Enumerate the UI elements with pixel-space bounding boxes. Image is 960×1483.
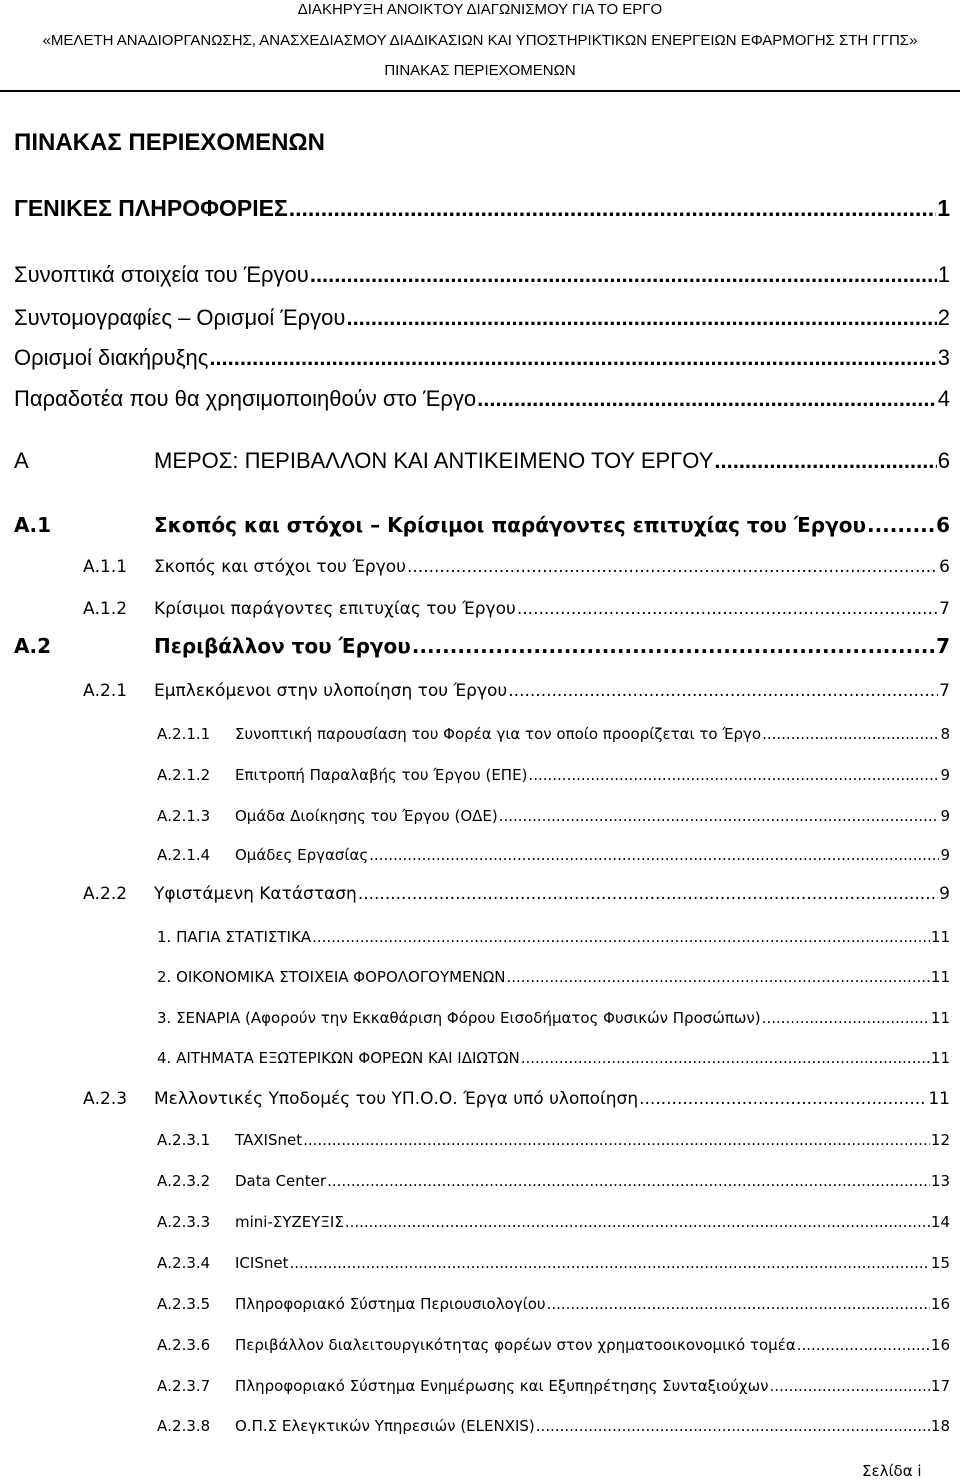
toc-entry-title: Ο.Π.Σ Ελεγκτικών Υπηρεσιών (ELENXIS) — [235, 1417, 535, 1435]
toc-entry-title: ICISnet — [235, 1254, 289, 1272]
toc-entry-title: Ομάδες Εργασίας — [235, 846, 369, 864]
toc-entry-number: Α.2.3.3 — [157, 1213, 211, 1231]
toc-entry-page: 9 — [940, 846, 950, 864]
toc-entry[interactable] — [157, 1049, 950, 1067]
toc-entry-page: 6 — [937, 448, 950, 473]
toc-entry[interactable] — [83, 557, 950, 577]
toc-entry[interactable] — [157, 1213, 950, 1231]
toc-leader — [303, 1131, 930, 1149]
toc-entry-title: Περιβάλλον του Έργου — [154, 634, 411, 658]
toc-entry[interactable] — [157, 1254, 950, 1272]
toc-leader — [289, 195, 936, 222]
toc-entry[interactable] — [14, 305, 950, 331]
toc-entry[interactable] — [157, 1336, 950, 1354]
toc-entry-number: Α.2 — [14, 634, 51, 658]
toc-leader — [345, 1213, 930, 1231]
toc-entry[interactable] — [157, 1131, 950, 1149]
toc-entry-page: 11 — [928, 1089, 950, 1109]
toc-entry[interactable] — [83, 681, 950, 701]
toc-entry-page: 11 — [930, 1049, 950, 1067]
toc-entry-page: 9 — [940, 766, 950, 784]
toc-entry-number: Α.1 — [14, 513, 51, 537]
toc-leader — [407, 557, 938, 577]
toc-leader — [517, 599, 938, 619]
toc-entry-number: Α.2.1.3 — [157, 807, 211, 825]
header-line-2: «ΜΕΛΕΤΗ ΑΝΑΔΙΟΡΓΑΝΩΣΗΣ, ΑΝΑΣΧΕΔΙΑΣΜΟΥ ΔΙΑΔΙΚΑΣΙΩΝ ΚΑΙ ΥΠΟΣΤΗΡΙΚΤΙΚΩΝ ΕΝΕΡΓΕΙΩΝ ΕΦΑΡΜΟΓΗΣ ΣΤΗ ΓΓΠΣ» — [42, 32, 918, 49]
toc-leader — [797, 1336, 930, 1354]
toc-entry-title: Συντομογραφίες – Ορισμοί Έργου — [14, 305, 346, 330]
toc-leader — [412, 634, 935, 658]
toc-entry[interactable] — [157, 1009, 950, 1027]
toc-entry-title: Σκοπός και στόχοι του Έργου — [154, 557, 406, 577]
toc-entry-title: ΜΕΡΟΣ: ΠΕΡΙΒΑΛΛΟΝ ΚΑΙ ΑΝΤΙΚΕΙΜΕΝΟ ΤΟΥ ΕΡΓΟΥ — [154, 448, 714, 473]
toc-entry-page: 3 — [937, 345, 950, 370]
toc-entry-title: Πληροφοριακό Σύστημα Ενημέρωσης και Εξυπηρέτησης Συνταξιούχων — [235, 1377, 769, 1395]
toc-entry-number: Α.2.3 — [83, 1089, 128, 1109]
toc-entry-number: Α.2.3.7 — [157, 1377, 211, 1395]
toc-entry-number: Α.2.3.1 — [157, 1131, 211, 1149]
toc-entry-page: 16 — [930, 1295, 950, 1313]
toc-entry-page: 13 — [930, 1172, 950, 1190]
toc-leader — [508, 681, 938, 701]
toc-entry-page: 4 — [937, 386, 950, 411]
toc-entry-number: Α — [14, 448, 29, 473]
toc-leader — [536, 1417, 930, 1435]
page-footer: Σελίδα i — [862, 1462, 922, 1480]
toc-entry-page: 11 — [930, 968, 950, 986]
toc-entry[interactable] — [157, 725, 950, 743]
toc-leader — [528, 766, 939, 784]
toc-entry-number: Α.2.3.4 — [157, 1254, 211, 1272]
toc-leader — [770, 1377, 930, 1395]
toc-leader — [714, 448, 936, 474]
toc-leader — [209, 345, 936, 371]
toc-leader — [369, 846, 939, 864]
toc-entry-page: 1 — [937, 262, 950, 287]
toc-entry-title: Υφιστάμενη Κατάσταση — [154, 884, 357, 904]
toc-entry-page: 7 — [939, 599, 950, 619]
toc-entry-page: 12 — [930, 1131, 950, 1149]
toc-entry[interactable] — [157, 766, 950, 784]
toc-entry[interactable] — [157, 1295, 950, 1313]
toc-entry-page: 18 — [930, 1417, 950, 1435]
toc-entry[interactable] — [83, 1089, 950, 1109]
toc-entry-title: mini-ΣΥΖΕΥΞΙΣ — [235, 1213, 344, 1231]
toc-entry-number: Α.1.1 — [83, 557, 128, 577]
toc-leader — [639, 1089, 927, 1109]
toc-entry-page: 11 — [930, 1009, 950, 1027]
toc-entry-page: 15 — [930, 1254, 950, 1272]
toc-entry-title: Εμπλεκόμενοι στην υλοποίηση του Έργου — [154, 681, 508, 701]
toc-leader — [327, 1172, 930, 1190]
toc-entry-number: Α.2.1.1 — [157, 725, 211, 743]
toc-entry[interactable] — [157, 1417, 950, 1435]
toc-leader — [506, 968, 929, 986]
toc-entry-number: Α.2.2 — [83, 884, 128, 904]
toc-entry-page: 11 — [930, 928, 950, 946]
toc-entry-number: Α.1.2 — [83, 599, 128, 619]
toc-entry[interactable] — [14, 262, 950, 288]
toc-entry-page: 7 — [936, 634, 950, 658]
toc-entry-title: Data Center — [235, 1172, 327, 1190]
toc-entry-title: Μελλοντικές Υποδομές του ΥΠ.Ο.Ο. Έργα υπό υλοποίηση — [154, 1089, 639, 1109]
toc-entry-title: Πληροφοριακό Σύστημα Περιουσιολογίου — [235, 1295, 546, 1313]
toc-entry-title: Παραδοτέα που θα χρησιμοποιηθούν στο Έργο — [14, 386, 477, 411]
toc-entry[interactable] — [14, 513, 950, 537]
page-title: ΠΙΝΑΚΑΣ ΠΕΡΙΕΧΟΜΕΝΩΝ — [14, 129, 326, 156]
toc-leader — [346, 305, 936, 331]
toc-entry-page: 16 — [930, 1336, 950, 1354]
toc-entry-page: 6 — [936, 513, 950, 537]
toc-entry-title: TAXISnet — [235, 1131, 303, 1149]
toc-leader — [499, 807, 940, 825]
toc-leader — [521, 1049, 930, 1067]
toc-entry-page: 9 — [939, 884, 950, 904]
toc-entry-title: Ομάδα Διοίκησης του Έργου (ΟΔΕ) — [235, 807, 498, 825]
toc-entry-page: 6 — [939, 557, 950, 577]
toc-entry[interactable] — [14, 195, 950, 222]
toc-entry[interactable] — [14, 634, 950, 658]
toc-entry-number: Α.2.3.2 — [157, 1172, 211, 1190]
toc-entry[interactable] — [157, 1377, 950, 1395]
toc-entry[interactable] — [157, 928, 950, 946]
toc-entry-number: Α.2.3.5 — [157, 1295, 211, 1313]
toc-entry-title: Περιβάλλον διαλειτουργικότητας φορέων στον χρηματοοικονομικό τομέα — [235, 1336, 796, 1354]
toc-entry-title: Συνοπτική παρουσίαση του Φορέα για τον οποίο προορίζεται το Έργο — [235, 725, 762, 743]
toc-entry-title: 2. ΟΙΚΟΝΟΜΙΚΑ ΣΤΟΙΧΕΙΑ ΦΟΡΟΛΟΓΟΥΜΕΝΩΝ — [157, 968, 506, 986]
toc-leader — [547, 1295, 930, 1313]
toc-leader — [762, 1009, 930, 1027]
toc-entry-number: Α.2.3.6 — [157, 1336, 211, 1354]
toc-entry-title: Συνοπτικά στοιχεία του Έργου — [14, 262, 309, 287]
toc-entry-page: 1 — [937, 195, 950, 221]
toc-leader — [867, 513, 935, 537]
toc-entry-page: 9 — [940, 807, 950, 825]
toc-leader — [358, 884, 938, 904]
toc-entry-title: 4. ΑΙΤΗΜΑΤΑ ΕΞΩΤΕΡΙΚΩΝ ΦΟΡΕΩΝ ΚΑΙ ΙΔΙΩΤΩΝ — [157, 1049, 520, 1067]
toc-leader — [312, 928, 930, 946]
toc-entry-page: 7 — [939, 681, 950, 701]
toc-entry-number: Α.2.1.4 — [157, 846, 211, 864]
toc-leader — [477, 386, 937, 412]
toc-entry[interactable] — [14, 448, 950, 474]
toc-entry-title: Ορισμοί διακήρυξης — [14, 345, 209, 370]
toc-entry[interactable] — [157, 968, 950, 986]
page-header — [0, 0, 960, 92]
toc-leader — [762, 725, 939, 743]
toc-entry-page: 17 — [930, 1377, 950, 1395]
toc-entry-title: ΓΕΝΙΚΕΣ ΠΛΗΡΟΦΟΡΙΕΣ — [14, 195, 288, 221]
toc-entry-title: Σκοπός και στόχοι – Κρίσιμοι παράγοντες επιτυχίας του Έργου — [154, 513, 866, 537]
toc-entry-page: 2 — [937, 305, 950, 330]
toc-entry-title: 3. ΣΕΝΑΡΙΑ (Αφορούν την Εκκαθάριση Φόρου Εισοδήματος Φυσικών Προσώπων) — [157, 1009, 761, 1027]
toc-entry[interactable] — [83, 884, 950, 904]
toc-entry[interactable] — [157, 846, 950, 864]
toc-entry[interactable] — [14, 345, 950, 371]
toc-entry[interactable] — [83, 599, 950, 619]
toc-entry-number: Α.2.3.8 — [157, 1417, 211, 1435]
toc-entry-page: 14 — [930, 1213, 950, 1231]
toc-entry[interactable] — [14, 386, 950, 412]
toc-entry[interactable] — [157, 1172, 950, 1190]
header-line-1: ΔΙΑΚΗΡΥΞΗ ΑΝΟΙΚΤΟΥ ΔΙΑΓΩΝΙΣΜΟΥ ΓΙΑ ΤΟ ΕΡΓΟ — [297, 1, 663, 18]
header-line-3: ΠΙΝΑΚΑΣ ΠΕΡΙΕΧΟΜΕΝΩΝ — [384, 62, 576, 79]
toc-leader — [289, 1254, 929, 1272]
toc-entry-page: 8 — [940, 725, 950, 743]
toc-entry-number: Α.2.1 — [83, 681, 128, 701]
toc-entry-title: Κρίσιμοι παράγοντες επιτυχίας του Έργου — [154, 599, 516, 619]
toc-entry-title: Επιτροπή Παραλαβής του Έργου (ΕΠΕ) — [235, 766, 528, 784]
toc-entry-number: Α.2.1.2 — [157, 766, 211, 784]
toc-leader — [310, 262, 937, 288]
toc-entry[interactable] — [157, 807, 950, 825]
toc-entry-title: 1. ΠΑΓΙΑ ΣΤΑΤΙΣΤΙΚΑ — [157, 928, 312, 946]
